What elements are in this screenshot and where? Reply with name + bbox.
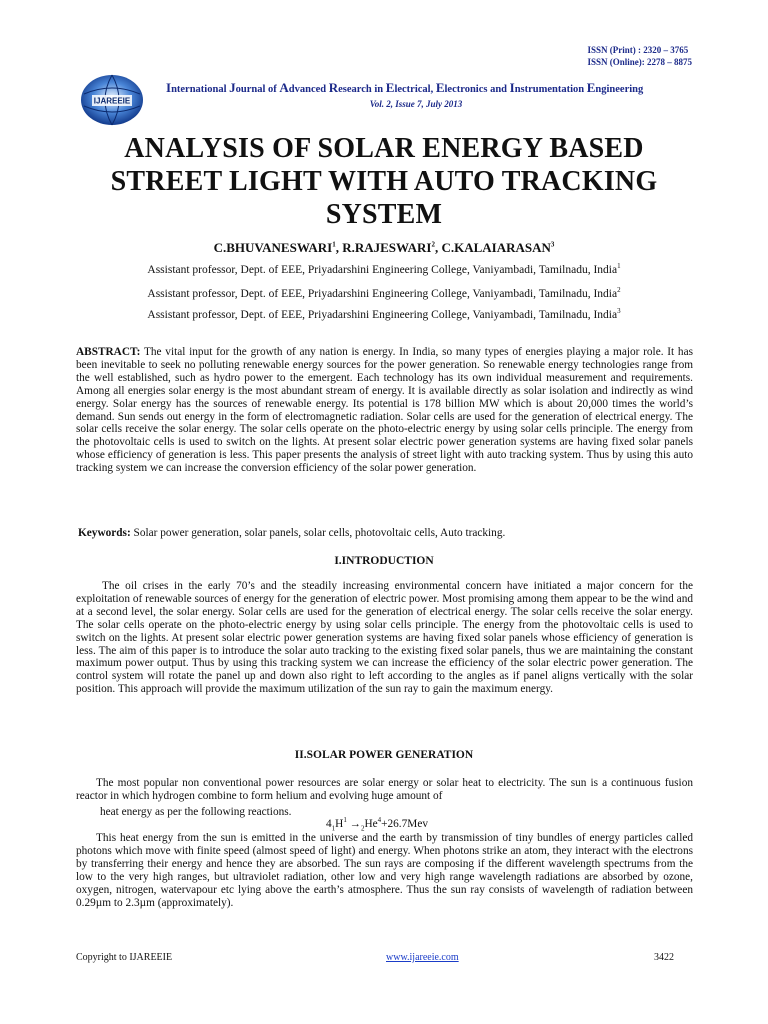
- eq-sub: 1: [331, 824, 336, 833]
- solar-paragraph-1: The most popular non conventional power resources are solar energy or solar heat to electricity. The sun is a continuous fusion reactor in which hydrogen combine to form helium and evolving huge amount of: [76, 777, 693, 802]
- affiliation-text: Assistant professor, Dept. of EEE, Priyadarshini Engineering College, Vaniyambadi, Tamilnadu, India: [147, 288, 618, 300]
- affiliation-index: 2: [617, 286, 621, 295]
- author-index: 2: [431, 240, 435, 249]
- introduction-paragraph: The oil crises in the early 70’s and the steadily increasing environmental concern have initiated a major concern for the exploitation of renewable sources of energy for the generation of electric power. Most promising among them appear to be the wind and at a second level, the solar energy. Solar cells are used for the generation of electrical energy. The solar cells receive the solar energy. The solar cells operate on the photo-electric energy by using solar cells principle. The energy from the photovoltaic cells is used to switch on the lights. At present solar electric power generation systems are having fixed solar panels whose efficiency of generation is less. The aim of this paper is to introduce the solar auto tracking to the existing fixed solar panels, thus we are maintaining the constant maximum power output. Thus by using this tracking system we can increase the efficiency of the solar electric power generation. The control system will rotate the panel up and down also right to left according to the angles as if panel aligns vertically with the solar position. This approach will provide the maximum utilization of the sun ray to gain the maximum energy.: [76, 580, 693, 696]
- title-line: STREET LIGHT WITH AUTO TRACKING: [110, 166, 658, 197]
- solar-heat-line: heat energy as per the following reactions.: [100, 806, 292, 818]
- author-name: C.KALAIARASAN: [441, 240, 551, 255]
- eq-coefficient: 4: [326, 818, 332, 830]
- journal-name-initial: E: [586, 80, 596, 95]
- author-name: R.RAJESWARI: [342, 240, 432, 255]
- section-heading-solar-power: II.SOLAR POWER GENERATION: [294, 749, 474, 761]
- journal-name-part: lectronics and: [444, 84, 510, 95]
- abstract: [76, 346, 693, 475]
- affiliation: [60, 288, 708, 300]
- eq-sup: 1: [343, 816, 347, 825]
- footer-copyright: Copyright to IJAREEIE: [76, 952, 173, 963]
- footer-website-link[interactable]: www.ijareeie.com: [386, 952, 459, 963]
- author-name: C.BHUVANESWARI: [213, 240, 333, 255]
- affiliation-index: 3: [617, 307, 621, 316]
- logo-text: IJAREEIE: [93, 96, 131, 106]
- eq-helium: He: [364, 818, 378, 830]
- eq-sub: 2: [360, 824, 365, 833]
- abstract-label: ABSTRACT:: [76, 346, 141, 358]
- eq-energy: +26.7Mev: [381, 818, 428, 830]
- volume-info: Vol. 2, Issue 7, July 2013: [369, 99, 463, 109]
- journal-name-part: ournal of: [235, 84, 280, 95]
- eq-hydrogen: H: [335, 818, 344, 830]
- journal-name-part: nstrumentation: [514, 84, 587, 95]
- journal-name-part: nternational: [171, 84, 230, 95]
- journal-name-initial: I: [509, 80, 515, 95]
- journal-name-initial: I: [166, 80, 172, 95]
- title-line: ANALYSIS OF SOLAR ENERGY BASED: [124, 133, 644, 164]
- affiliation-text: Assistant professor, Dept. of EEE, Priyadarshini Engineering College, Vaniyambadi, Tamilnadu, India: [147, 309, 618, 321]
- title-line: SYSTEM: [325, 199, 443, 230]
- author-index: 1: [332, 240, 336, 249]
- section-heading-introduction: I.INTRODUCTION: [334, 555, 434, 567]
- keywords-label: Keywords:: [78, 527, 131, 539]
- fusion-equation: [326, 816, 428, 833]
- eq-arrow: →: [346, 818, 361, 830]
- affiliation: [60, 309, 708, 321]
- journal-name-initial: E: [435, 80, 445, 95]
- keywords-text: Solar power generation, solar panels, solar cells, photovoltaic cells, Auto tracking.: [133, 527, 506, 539]
- footer-page-number: 3422: [654, 952, 674, 963]
- affiliation: [60, 264, 708, 276]
- journal-name-initial: A: [279, 80, 289, 95]
- affiliation-index: 1: [617, 262, 621, 271]
- solar-paragraph-2: This heat energy from the sun is emitted in the universe and the earth by transmission of tiny bundles of energy particles called photons which move with finite speed (almost speed of light) and energy. When photons strike an atom, they interact with the electrons by transferring their energy and hence they are absorbed. The sun rays are composing if the different wavelength spectrums from the low to the very high ranges, but ultraviolet radiation, other low and very high range wavelength radiations are absorbed by ozone, oxygen, nitrogen, watervapour etc lying above the earth’s atmosphere. Thus the sun ray consists of wavelength of radiation between 0.29µm to 2.3µm (approximately).: [76, 832, 693, 909]
- affiliation-text: Assistant professor, Dept. of EEE, Priyadarshini Engineering College, Vaniyambadi, Tamilnadu, India: [147, 264, 618, 276]
- issn-block: [587, 44, 692, 68]
- eq-sup: 4: [377, 816, 382, 825]
- keywords: [78, 527, 695, 540]
- journal-logo: [78, 72, 146, 128]
- journal-name: [166, 80, 666, 96]
- issn-online: ISSN (Online): 2278 – 8875: [587, 57, 692, 67]
- abstract-text: The vital input for the growth of any nation is energy. In India, so many types of energies playing a major role. It has been inevitable to seek no polluting renewable energy sources for the power generation. So renewable energy technologies range from the well established, such as hydro power to the emergent. Each technology has its own individual measurement and requirements. Among all energies solar energy is the most abundant stream of energy. It is available directly as solar isolation and indirectly as wind energy. Solar energy has the sources of renewable energy. Its potential is 178 billion MW which is about 20,000 times the world’s demand. Sun sends out energy in the form of electromagnetic radiation. Solar cells are used for the generation of electrical energy. The solar cells receive the solar energy. The solar cells operate on the photo-electric energy by using solar cells principle. The energy from the photovoltaic cells is used to switch on the lights. At present solar electric power generation systems are having fixed solar panels whose efficiency of generation is less. This paper presents the analysis of street light with auto tracking system. Thus by using this auto tracking system we can increase the conversion efficiency of the solar power generation.: [76, 346, 693, 475]
- author-index: 3: [550, 240, 555, 249]
- journal-name-part: esearch in: [338, 84, 386, 95]
- issn-print: ISSN (Print) : 2320 – 3765: [587, 45, 689, 55]
- journal-name-initial: R: [328, 80, 339, 95]
- paper-title: [60, 132, 708, 231]
- journal-name-part: lectrical,: [394, 84, 436, 95]
- journal-name-part: ngineering: [595, 84, 644, 95]
- journal-name-initial: E: [385, 80, 395, 95]
- author-list: C.BHUVANESWARI$^1$, R.RAJESWARI$^2$, C.KALAIARASAN$^3$: [213, 240, 555, 255]
- journal-name-part: dvanced: [288, 84, 329, 95]
- journal-name-initial: J: [229, 80, 236, 95]
